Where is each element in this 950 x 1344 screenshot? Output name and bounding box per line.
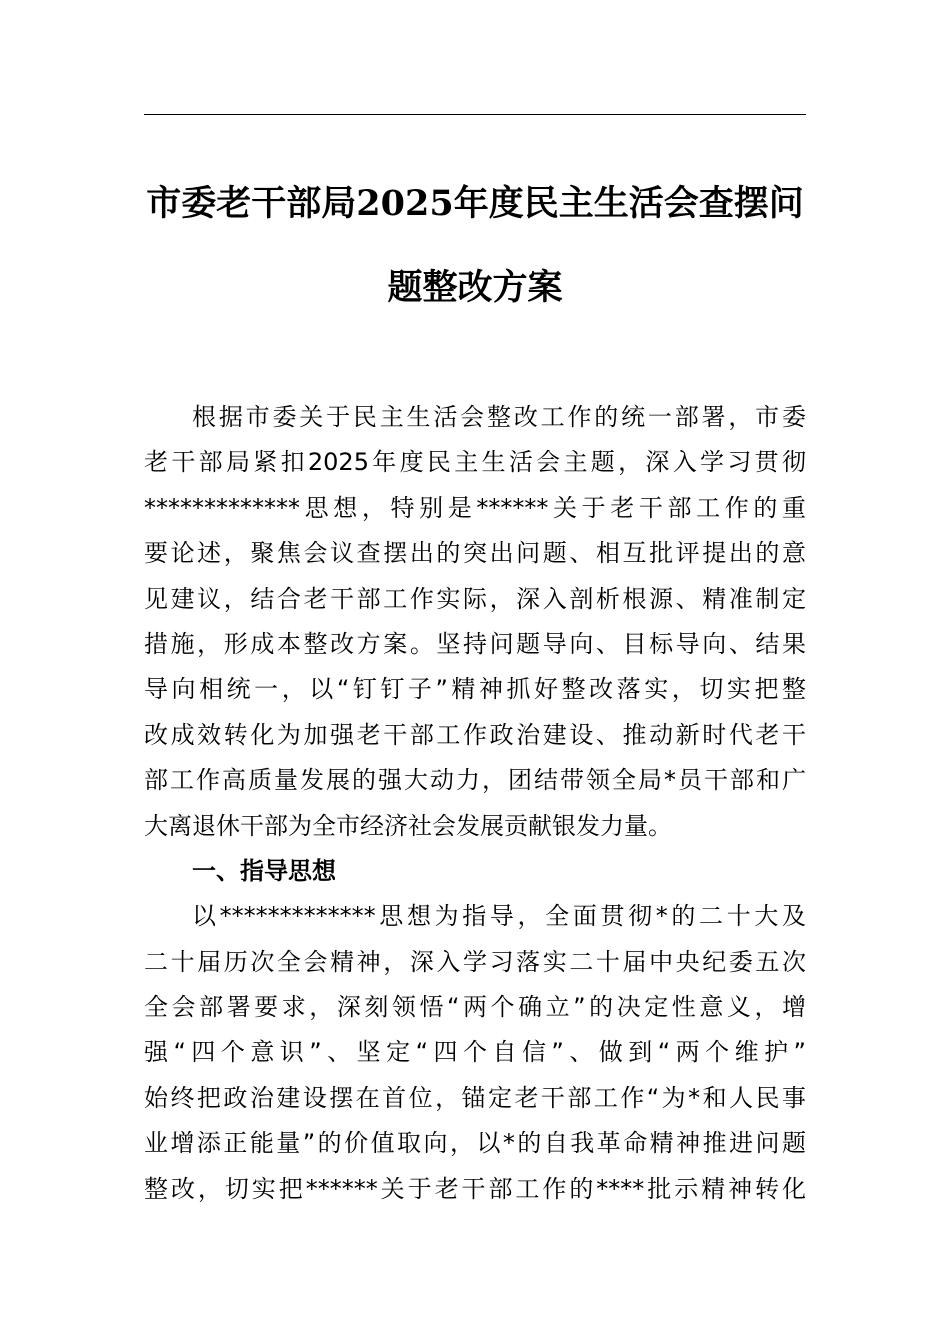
intro-paragraph — [144, 395, 806, 849]
text-line: 措施，形成本整改方案。坚持问题导向、目标导向、结果 — [144, 629, 806, 658]
text-line: 强“四个意识”、坚定“四个自信”、做到“两个维护” — [144, 1038, 806, 1067]
text-line: *************思想，特别是******关于老干部工作的重 — [144, 493, 806, 522]
text-line: 根据市委关于民主生活会整改工作的统一部署，市委 — [192, 403, 806, 431]
text-line: 全会部署要求，深刻领悟“两个确立”的决定性意义，增 — [144, 993, 806, 1022]
header-rule — [144, 114, 806, 115]
text-line: 始终把政治建设摆在首位，锚定老干部工作“为*和人民事 — [144, 1083, 806, 1112]
text-line: 要论述，聚焦会议查摆出的突出问题、相互批评提出的意 — [144, 539, 806, 568]
text-line: 导向相统一，以“钉钉子”精神抓好整改落实，切实把整 — [144, 675, 806, 704]
title-line: 题整改方案 — [387, 267, 563, 308]
text-line: 大离退休干部为全市经济社会发展贡献银发力量。 — [144, 811, 672, 840]
document-body — [144, 395, 806, 1212]
text-line: 部工作高质量发展的强大动力，团结带领全局*员干部和广 — [144, 766, 806, 795]
text-line: 业增添正能量”的价值取向，以*的自我革命精神推进问题 — [144, 1129, 806, 1158]
text-line: 整改，切实把******关于老干部工作的****批示精神转化 — [144, 1174, 806, 1203]
section-paragraph — [144, 894, 806, 1212]
text-line: 改成效转化为加强老干部工作政治建设、推动新时代老干 — [144, 720, 806, 749]
title-line: 市委老干部局2025年度民主生活会查摆问 — [146, 183, 804, 224]
section-heading: 一、指导思想 — [192, 856, 336, 885]
text-line: 见建议，结合老干部工作实际，深入剖析根源、精准制定 — [144, 584, 806, 613]
document-title — [144, 162, 806, 330]
text-line: 二十届历次全会精神，深入学习落实二十届中央纪委五次 — [144, 947, 806, 976]
text-line: 以*************思想为指导，全面贯彻*的二十大及 — [192, 902, 806, 931]
text-line: 老干部局紧扣2025年度民主生活会主题，深入学习贯彻 — [144, 448, 806, 477]
